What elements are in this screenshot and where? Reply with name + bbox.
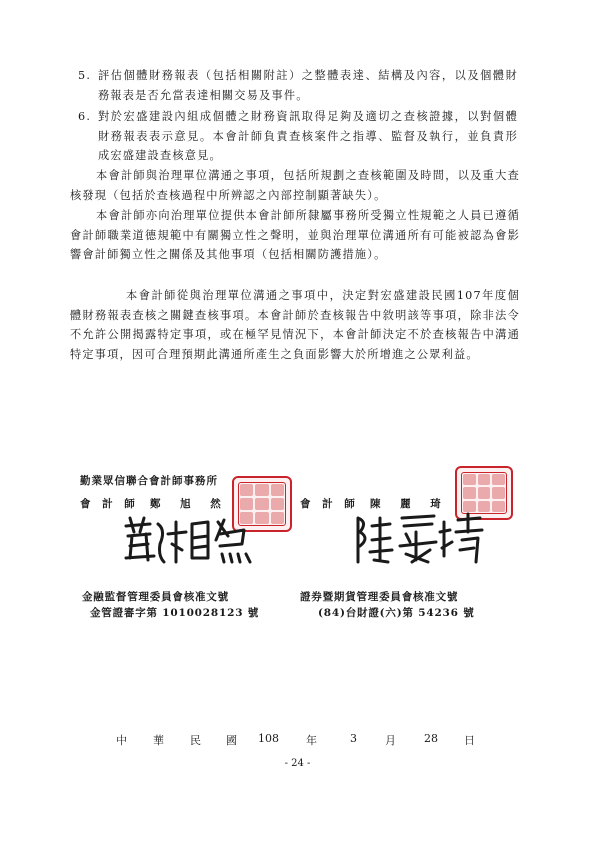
item-text: 評估個體財務報表（包括相關附註）之整體表達、結構及內容，以及個體財務報表是否允當表達相關交易及事件。 (98, 69, 518, 102)
date-char-4: 國 (226, 734, 237, 747)
list-item-6 (78, 107, 518, 166)
cpa1-label: 會 計 師 (80, 498, 139, 510)
cpa2-label: 會 計 師 (300, 498, 359, 510)
firm-name: 勤業眾信聯合會計師事務所 (80, 475, 218, 487)
fsc-approval-number: 金管證審字第 1010028123 號 (90, 607, 260, 619)
cpa2-handwritten-signature (350, 512, 490, 568)
paragraph-key-audit-matters: 本會計師從與治理單位溝通之事項中，決定對宏盛建設民國107年度個體財務報表查核之關鍵查核事項。本會計師於查核報告中敘明該等事項，除非法令不允許公開揭露特定事項，或在極罕見情況下，本會計師決定不於查核報告中溝通特定事項，因可合理預期此溝通所產生之負面影響大於所增進之公眾利益。 (70, 289, 520, 361)
sfc-approval-number: (84)台財證(六)第 54236 號 (318, 607, 475, 619)
sfc-approval-block (300, 589, 475, 621)
date-char-3: 民 (190, 734, 201, 747)
paragraph-governance-communication: 本會計師與治理單位溝通之事項，包括所規劃之查核範圍及時間，以及重大查核發現（包括於查核過程中所辨認之內部控制顯著缺失）。 (70, 169, 520, 202)
date-year: 108 (258, 732, 279, 745)
date-char-1: 中 (116, 734, 127, 747)
fsc-approval-title: 金融監督管理委員會核准文號 (82, 591, 229, 603)
item-text: 對於宏盛建設內組成個體之財務資訊取得足夠及適切之查核證據，以對個體財務報表表示意見。本會計師負責查核案件之指導、監督及執行，並負責形成宏盛建設查核意見。 (98, 110, 518, 162)
date-day-unit: 日 (464, 734, 475, 747)
date-char-2: 華 (153, 734, 164, 747)
sfc-approval-title: 證券暨期貨管理委員會核准文號 (300, 591, 459, 603)
paragraph-independence-statement: 本會計師亦向治理單位提供本會計師所隸屬事務所受獨立性規範之人員已遵循會計師職業道德規範中有關獨立性之聲明，並與治理單位溝通所有可能被認為會影響會計師獨立性之關係及其他事項（包括相關防護措施）。 (70, 209, 520, 261)
date-month-unit: 月 (385, 734, 396, 747)
fsc-approval-block (82, 589, 259, 621)
cpa1-handwritten-signature (120, 514, 260, 570)
date-year-unit: 年 (306, 734, 317, 747)
cpa2-name: 陳 麗 琦 (370, 498, 449, 510)
cpa1-name: 鄭 旭 然 (150, 498, 229, 510)
date-month: 3 (350, 732, 357, 745)
page-number: - 24 - (284, 758, 311, 769)
item-number: 6. (78, 110, 92, 123)
date-day: 28 (424, 732, 438, 745)
item-number: 5. (78, 69, 92, 82)
list-item-5 (78, 66, 518, 105)
